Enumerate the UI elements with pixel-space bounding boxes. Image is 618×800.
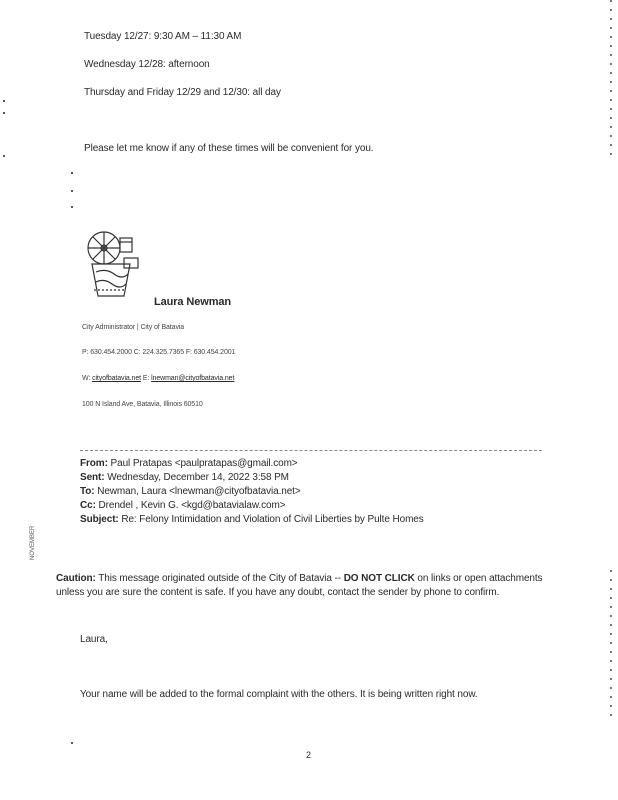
from-label: From: [80,458,108,469]
page-number: 2 [306,750,311,760]
caution-text-2: on links or open attachments [414,573,543,584]
scan-speck [71,742,73,744]
city-logo-icon [84,228,146,300]
caution-label: Caution: [56,573,96,584]
signature-title: City Administrator | City of Batavia [82,324,185,331]
from-value[interactable]: Paul Pratapas <paulpratapas@gmail.com> [110,458,298,469]
subject-value: Re: Felony Intimidation and Violation of Civil Liberties by Pulte Homes [121,514,424,525]
scan-speck [71,172,73,174]
email-link[interactable]: lnewman@cityofbatavia.net [151,375,235,382]
scan-speck [71,206,73,208]
from-row [80,457,298,471]
email-label: E: [140,375,152,382]
caution-emphasis: DO NOT CLICK [343,573,415,584]
caution-line-2: unless you are sure the content is safe. If you have any doubt, contact the sender by phone to confirm. [56,587,500,598]
header-separator [80,450,542,451]
schedule-line-3: Thursday and Friday 12/29 and 12/30: all day [84,87,281,98]
signature-web-email [82,375,234,382]
scan-speck [71,190,73,192]
cc-value[interactable]: Drendel , Kevin G. <kgd@batavialaw.com> [98,500,286,511]
to-label: To: [80,486,95,497]
sent-row [80,471,289,485]
web-label: W: [82,375,93,382]
caution-line-1 [56,573,542,584]
schedule-line-1: Tuesday 12/27: 9:30 AM – 11:30 AM [84,31,242,42]
sent-value: Wednesday, December 14, 2022 3:58 PM [107,472,289,483]
to-value[interactable]: Newman, Laura <lnewman@cityofbatavia.net> [97,486,301,497]
signature-address: 100 N Island Ave, Batavia, Illinois 60510 [82,401,203,408]
salutation: Laura, [80,634,108,645]
scan-edge-dots-right [610,0,612,160]
scan-edge-dots-right-lower [610,570,612,720]
availability-request: Please let me know if any of these times will be convenient for you. [84,143,374,154]
to-row [80,485,301,499]
cc-label: Cc: [80,500,96,511]
sent-label: Sent: [80,472,105,483]
scan-speck [3,155,5,157]
scan-speck [3,100,5,102]
side-stamp: NOVEMBER [30,525,36,560]
signature-name: Laura Newman [154,296,232,308]
caution-text: This message originated outside of the City of Batavia -- [95,573,344,584]
scan-speck [3,112,5,114]
signature-phones: P: 630.454.2000 C: 224.325.7365 F: 630.454.2001 [82,349,236,356]
subject-row [80,513,424,527]
cc-row [80,499,285,513]
body-text: Your name will be added to the formal complaint with the others. It is being written right now. [80,689,478,700]
schedule-line-2: Wednesday 12/28: afternoon [84,59,210,70]
website-link[interactable]: cityofbatavia.net [92,375,141,382]
subject-label: Subject: [80,514,119,525]
